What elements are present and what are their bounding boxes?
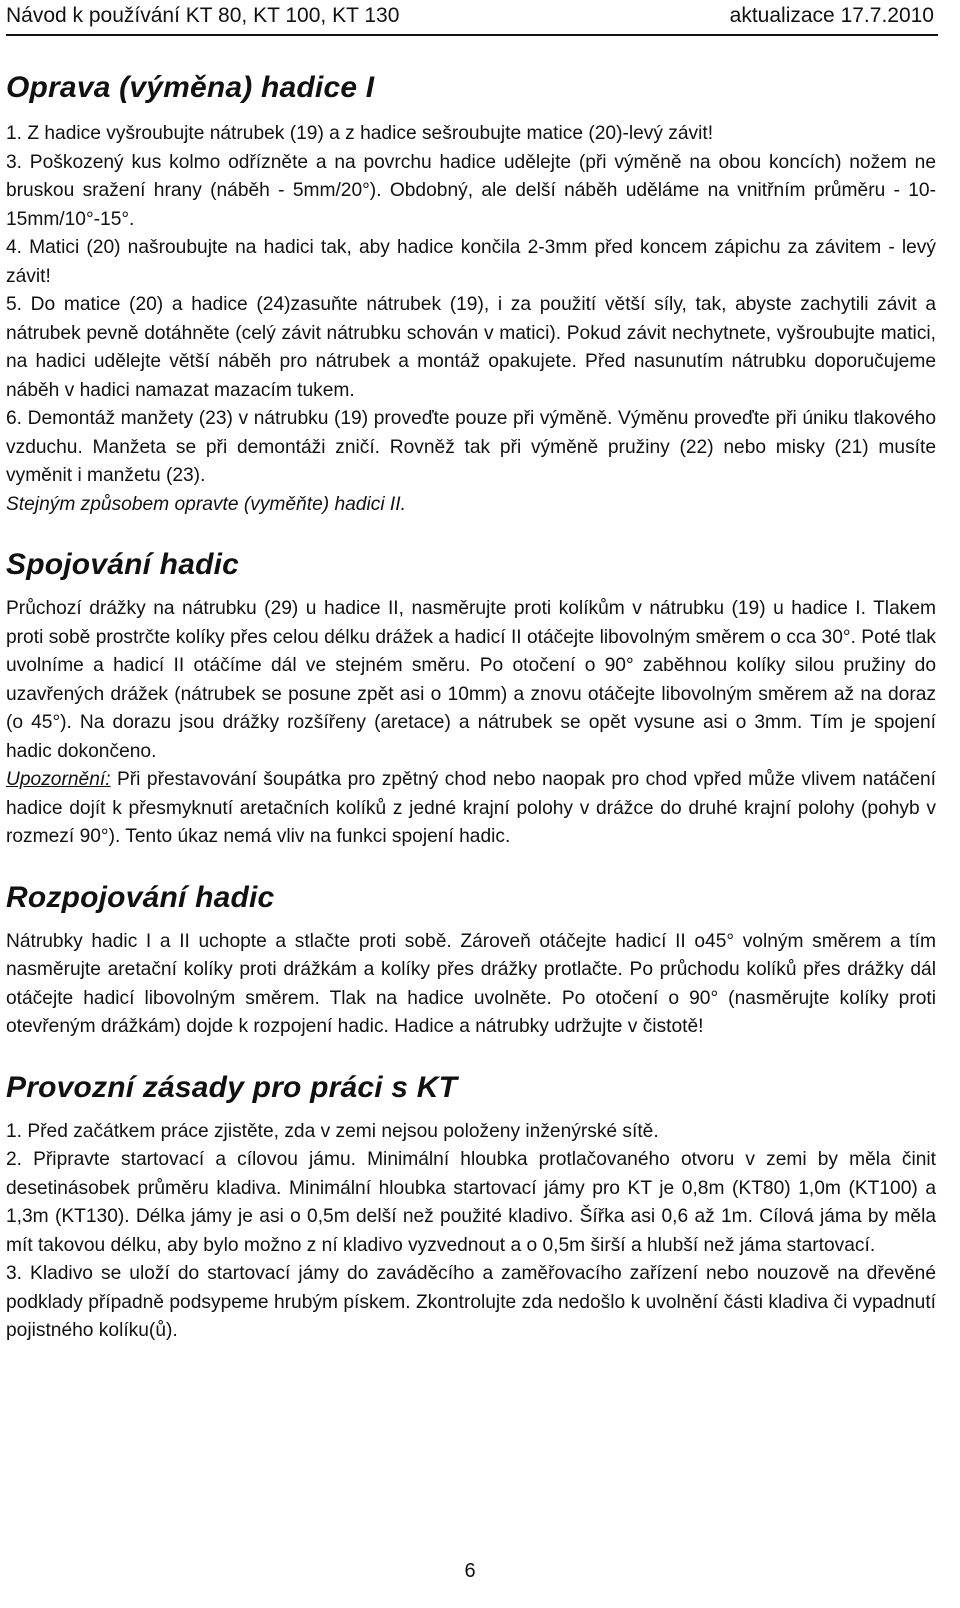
paragraph-note: Stejným způsobem opravte (vyměňte) hadici II. [6, 493, 406, 515]
paragraph: 2. Připravte startovací a cílovou jámu. Minimální hloubka protlačovaného otvoru v zemi by měla činit desetinásobek průměru kladiva. Minimální hloubka startovací jámy pro KT je 0,8m (KT80) 1,0m (KT100) a 1,3m (KT130). Délka jámy je asi o 0,5m delší než použité kladivo. Šířka asi 0,6 až 1m. Cílová jáma by měla mít takovou délku, aby bylo možno z ní kladivo vyzvednout a o 0,5m širší a hlubší než jáma startovací. [6, 1149, 936, 1256]
paragraph: 4. Matici (20) našroubujte na hadici tak, aby hadice končila 2-3mm před koncem zápichu za závitem - levý závit! [6, 237, 936, 287]
paragraph: Průchozí drážky na nátrubku (29) u hadice II, nasměrujte proti kolíkům v nátrubku (19) u hadice I. Tlakem proti sobě prostrčte kolíky přes celou délku drážek a hadicí II otáčejte libovolným směrem o cca 30°. Poté tlak uvolníme a hadicí II otáčíme dál ve stejném směru. Po otočení o 90° zaběhnou kolíky silou pružiny do uzavřených drážek (nátrubek se posune zpět asi o 10mm) a znovu otáčejte libovolným směrem až na doraz (o 45°). Na dorazu jsou drážky rozšířeny (aretace) a nátrubek se opět vysune asi o 3mm. Tím je spojení hadic dokončeno. [6, 598, 936, 762]
document-title: Návod k používání KT 80, KT 100, KT 130 [6, 4, 400, 27]
section-heading: Rozpojování hadic [6, 880, 275, 914]
paragraph: 3. Kladivo se uloží do startovací jámy do zaváděcího a zaměřovacího zařízení nebo nouzově na dřevěné podklady případně podsypeme hrubým pískem. Zkontrolujte zda nedošlo k uvolnění části kladiva či vypadnutí pojistného kolíku(ů). [6, 1263, 936, 1341]
section-heading: Provozní zásady pro práci s KT [6, 1070, 458, 1104]
warning-paragraph [6, 766, 936, 852]
section-heading: Oprava (výměna) hadice I [6, 71, 375, 104]
header-divider [6, 34, 938, 36]
section-hose-disconnection [6, 878, 936, 1042]
revision-date: aktualizace 17.7.2010 [729, 4, 934, 27]
section-hose-repair [6, 68, 936, 519]
paragraph: 1. Před začátkem práce zjistěte, zda v zemi nejsou položeny inženýrské sítě. [6, 1120, 659, 1142]
page-number: 6 [464, 1560, 476, 1582]
warning-text: Při přestavování šoupátka pro zpětný chod nebo naopak pro chod vpřed může vlivem natáčení hadice dojít k přesmyknutí aretačních kolíků z jedné krajní polohy v drážce do druhé krajní polohy (pohyb v rozmezí 90°). Tento úkaz nemá vliv na funkci spojení hadic. [6, 769, 936, 847]
warning-label: Upozornění: [6, 769, 111, 790]
paragraph: 3. Poškozený kus kolmo odřízněte a na povrchu hadice udělejte (při výměně na obou koncích) nožem ne bruskou sražení hrany (náběh - 5mm/20°). Obdobný, ale delší náběh uděláme na vnitřním průměru - 10-15mm/10°-15°. [6, 151, 936, 230]
paragraph: Nátrubky hadic I a II uchopte a stlačte proti sobě. Zároveň otáčejte hadicí II o45° volným směrem a tím nasměrujte aretační kolíky proti drážkám a kolíky přes drážky protlačte. Po průchodu kolíků přes drážky dál otáčejte hadicí libovolným směrem. Tlak na hadice uvolněte. Po otočení o 90° (nasměrujte kolíky proti otevřeným drážkám) dojde k rozpojení hadic. Hadice a nátrubky udržujte v čistotě! [6, 930, 936, 1037]
paragraph: 5. Do matice (20) a hadice (24)zasuňte nátrubek (19), i za použití větší síly, tak, abyste zachytili závit a nátrubek pevně dotáhněte (celý závit nátrubku schován v matici). Pokud závit nechytnete, vyšroubujte matici, na hadici udělejte větší náběh pro nátrubek a montáž opakujete. Před nasunutím nátrubku doporučujeme náběh v hadici namazat mazacím tukem. [6, 294, 936, 401]
document-body [6, 68, 936, 1346]
section-operating-rules [6, 1068, 936, 1346]
section-hose-connection [6, 545, 936, 852]
section-heading: Spojování hadic [6, 548, 240, 581]
paragraph: 6. Demontáž manžety (23) v nátrubku (19) proveďte pouze při výměně. Výměnu proveďte při úniku tlakového vzduchu. Manžeta se při demontáži zničí. Rovněž tak při výměně pružiny (22) nebo misky (21) musíte vyměnit i manžetu (23). [6, 408, 936, 486]
paragraph: 1. Z hadice vyšroubujte nátrubek (19) a z hadice sešroubujte matice (20)-levý závit! [6, 123, 714, 144]
